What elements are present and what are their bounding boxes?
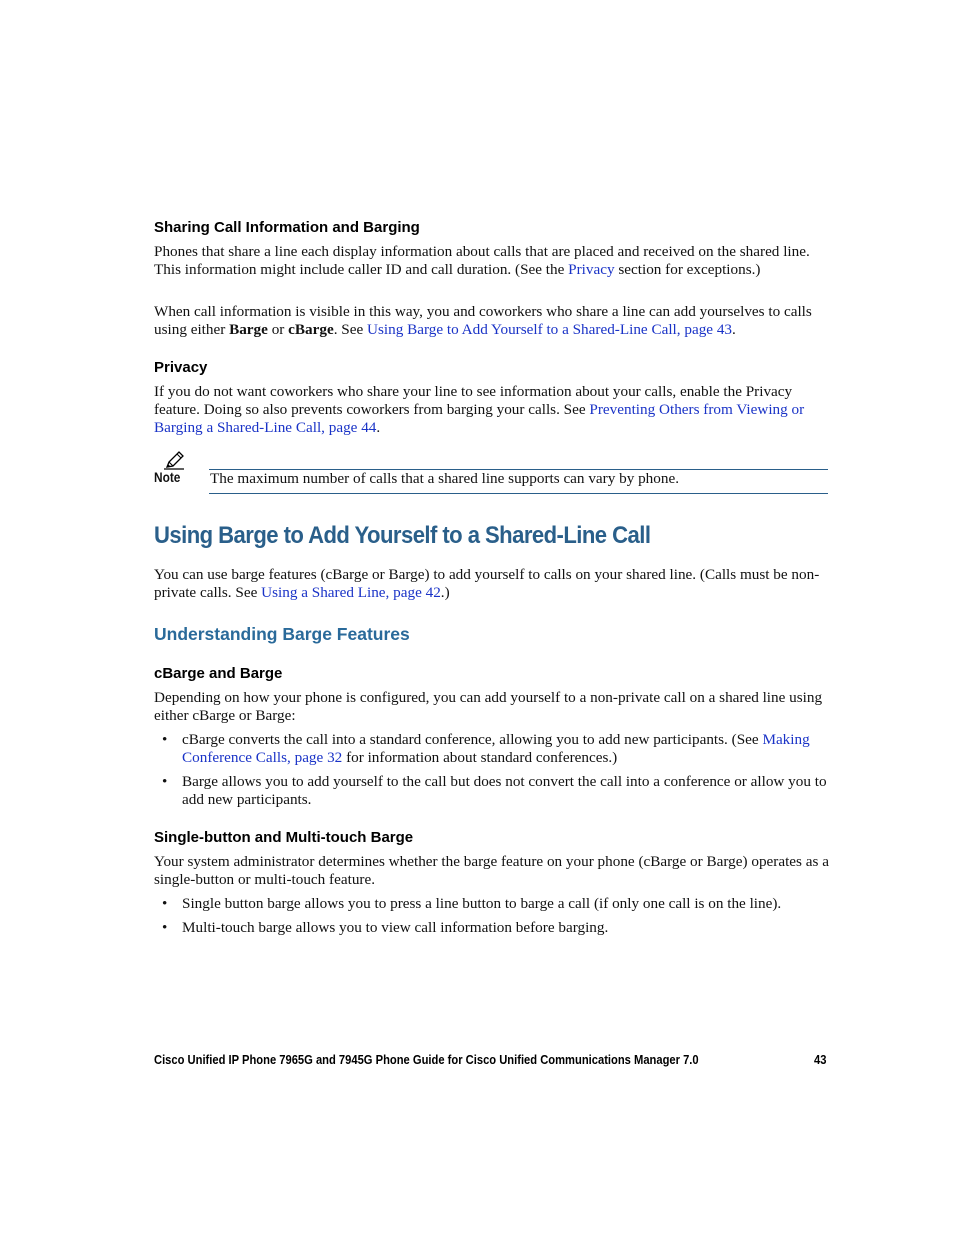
heading-understanding-barge: Understanding Barge Features	[154, 624, 410, 644]
pencil-icon	[163, 450, 185, 470]
text: Phones that share a line each display information about calls that are placed and received on the shared line. This information might include caller ID and call duration. (See the	[154, 243, 810, 278]
heading-using-barge: Using Barge to Add Yourself to a Shared-Line Call	[154, 522, 651, 549]
paragraph-single-button: Your system administrator determines whether the barge feature on your phone (cBarge or Barge) operates as a single-button or multi-touch feature.	[154, 853, 829, 888]
link-preventing-others[interactable]: Preventing Others from Viewing or Barging a Shared-Line Call, page 44	[154, 401, 805, 436]
text: .	[732, 321, 736, 338]
text: When call information is visible in this way, you and coworkers who share a line can add yourselves to calls using either	[154, 303, 812, 338]
bullet: •	[162, 895, 168, 912]
paragraph-cbarge: Depending on how your phone is configured, you can add yourself to a non-private call on a shared line using either cBarge or Barge:	[154, 689, 823, 724]
list-item-text	[182, 731, 830, 767]
paragraph-using-barge	[154, 566, 830, 602]
text: You can use barge features (cBarge or Barge) to add yourself to calls on your shared line. (Calls must be non-private calls. See	[154, 566, 820, 601]
text: If you do not want coworkers who share your line to see information about your calls, enable the Privacy feature. Doing so also prevents coworkers from barging your calls. See	[154, 383, 793, 418]
list-item	[162, 895, 830, 913]
link-using-barge[interactable]: Using Barge to Add Yourself to a Shared-Line Call, page 43	[367, 321, 733, 338]
bullet: •	[162, 919, 168, 936]
term-barge: Barge	[229, 321, 268, 338]
heading-cbarge-and-barge: cBarge and Barge	[154, 665, 283, 682]
list-item-text: Multi-touch barge allows you to view call information before barging.	[182, 919, 609, 936]
text: or	[267, 321, 289, 338]
paragraph-privacy	[154, 383, 830, 437]
text: cBarge converts the call into a standard conference, allowing you to add new participants. (See	[182, 731, 763, 748]
note-rule-bottom	[209, 493, 828, 494]
text: . See	[333, 321, 368, 338]
page-number: 43	[814, 1052, 827, 1067]
bullet: •	[162, 773, 168, 790]
term-cbarge: cBarge	[288, 321, 334, 338]
link-privacy[interactable]: Privacy	[568, 261, 615, 278]
link-making-conference-calls[interactable]: Making Conference Calls, page 32	[182, 731, 810, 766]
list-item-text: Barge allows you to add yourself to the call but does not convert the call into a conference or allow you to add new participants.	[182, 773, 827, 808]
list-item-text: Single button barge allows you to press a line button to barge a call (if only one call is on the line).	[182, 895, 782, 912]
paragraph-sharing-2	[154, 303, 830, 339]
text: .)	[440, 584, 450, 601]
note-label: Note	[154, 470, 181, 485]
list-item	[162, 919, 830, 937]
list-item	[162, 773, 830, 809]
footer-title: Cisco Unified IP Phone 7965G and 7945G Phone Guide for Cisco Unified Communications Manager 7.0	[154, 1052, 699, 1067]
bullet: •	[162, 731, 168, 748]
heading-privacy: Privacy	[154, 359, 208, 376]
text: for information about standard conferences.)	[342, 749, 618, 766]
note-text: The maximum number of calls that a shared line supports can vary by phone.	[210, 470, 679, 487]
list-item	[162, 731, 830, 767]
heading-sharing-call-info: Sharing Call Information and Barging	[154, 219, 420, 236]
paragraph-sharing-1	[154, 243, 830, 279]
text: section for exceptions.)	[614, 261, 761, 278]
link-using-shared-line[interactable]: Using a Shared Line, page 42	[261, 584, 441, 601]
text: .	[376, 419, 381, 436]
heading-single-button-barge: Single-button and Multi-touch Barge	[154, 829, 414, 846]
